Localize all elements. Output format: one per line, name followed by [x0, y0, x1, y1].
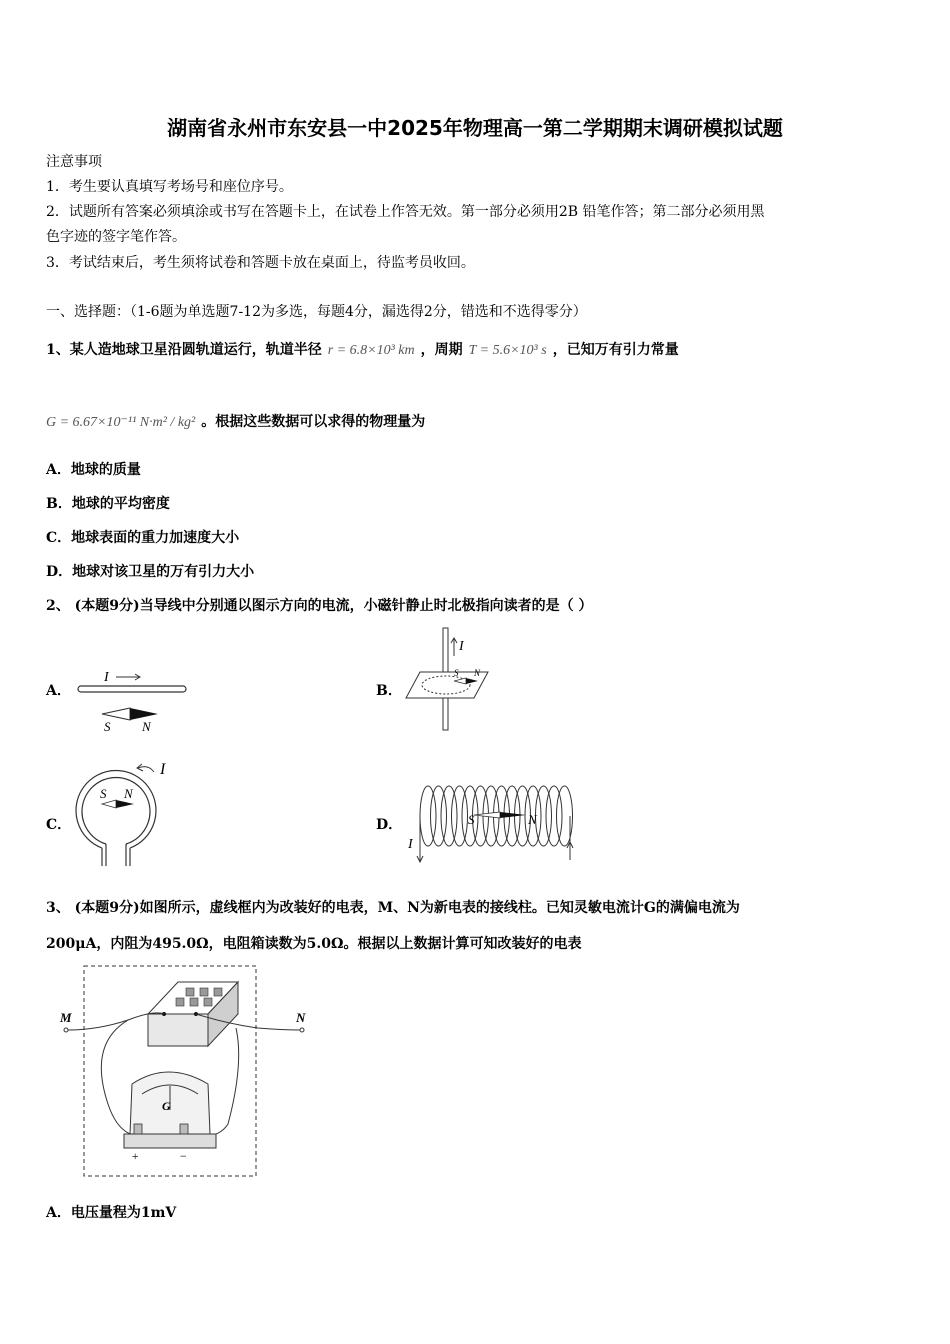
q1-option-b: B．地球的平均密度	[46, 496, 170, 512]
galvanometer-label: G	[162, 1099, 171, 1113]
q2-stem: 2、 (本题9分)当导线中分别通以图示方向的电流，小磁针静止时北极指向读者的是（ ）	[46, 598, 593, 614]
current-label: I	[408, 837, 413, 852]
q1-stem-2	[46, 412, 425, 433]
north-label: N	[124, 786, 133, 801]
figure-a-straight-wire	[74, 668, 194, 734]
notice-item: 1．考生要认真填写考场号和座位序号。	[46, 179, 293, 195]
q1-t-formula: T = 5.6×10³ s	[468, 343, 547, 358]
q1-text-c: ，已知万有引力常量	[552, 342, 679, 358]
current-label: I	[459, 639, 464, 654]
q2-option-a-label: A．	[46, 683, 71, 699]
terminal-m-label: M	[60, 1010, 72, 1025]
notice-heading: 注意事项	[46, 154, 102, 170]
q1-text-b: ，周期	[420, 342, 463, 358]
current-label: I	[160, 761, 166, 778]
q1-text-a: 1、某人造地球卫星沿圆轨道运行，轨道半径	[46, 342, 322, 358]
figure-b-vertical-wire	[404, 626, 496, 732]
q1-option-c: C．地球表面的重力加速度大小	[46, 530, 240, 546]
minus-terminal-label: −	[179, 1149, 188, 1163]
south-label: S	[454, 668, 459, 678]
figure-q3-meter	[58, 964, 318, 1180]
q1-option-d: D．地球对该卫星的万有引力大小	[46, 564, 255, 580]
q3-option-a: A．电压量程为1mV	[46, 1205, 177, 1221]
page-title: 湖南省永州市东安县一中2025年物理高一第二学期期末调研模拟试题	[167, 116, 783, 140]
solenoid-coil	[546, 786, 562, 846]
terminal-n-label: N	[296, 1010, 306, 1025]
q1-option-a: A．地球的质量	[46, 462, 141, 478]
solenoid-coil	[420, 786, 436, 846]
south-label: S	[468, 812, 475, 827]
q3-stem-line2: 200μA，内阻为495.0Ω，电阻箱读数为5.0Ω。根据以上数据计算可知改装好的电表	[46, 936, 582, 952]
notice-item: 3．考试结束后，考生须将试卷和答题卡放在桌面上，待监考员收回。	[46, 255, 475, 271]
notice-item: 2．试题所有答案必须填涂或书写在答题卡上，在试卷上作答无效。第一部分必须用2B 铅笔作答；第二部分必须用黑	[46, 204, 765, 220]
south-label: S	[100, 786, 107, 801]
north-label: N	[474, 668, 481, 678]
section-heading: 一、选择题：（1-6题为单选题7-12为多选，每题4分，漏选得2分，错选和不选得零分）	[46, 304, 587, 320]
figure-d-solenoid	[404, 778, 580, 866]
plus-terminal-label: +	[131, 1149, 140, 1163]
q2-option-d-label: D．	[376, 817, 403, 833]
solenoid-coil	[441, 786, 457, 846]
figure-c-circular-loop	[72, 758, 182, 868]
solenoid-coil	[431, 786, 447, 846]
q1-r-formula: r = 6.8×10³ km	[327, 343, 415, 358]
q2-option-c-label: C．	[46, 817, 72, 833]
solenoid-coil	[536, 786, 552, 846]
q1-g-formula: G = 6.67×10⁻¹¹ N·m² / kg²	[46, 415, 196, 430]
solenoid-coil	[452, 786, 468, 846]
q1-stem	[46, 340, 679, 361]
q1-text-d: 。根据这些数据可以求得的物理量为	[201, 414, 426, 430]
notice-item: 色字迹的签字笔作答。	[46, 229, 186, 245]
north-label: N	[142, 719, 151, 734]
south-label: S	[104, 719, 111, 734]
north-label: N	[528, 812, 537, 827]
q2-option-b-label: B．	[376, 683, 402, 699]
q3-stem-line1: 3、 (本题9分)如图所示，虚线框内为改装好的电表，M、N为新电表的接线柱。已知灵敏电流计G的满偏电流为	[46, 900, 740, 916]
current-label: I	[104, 670, 109, 685]
